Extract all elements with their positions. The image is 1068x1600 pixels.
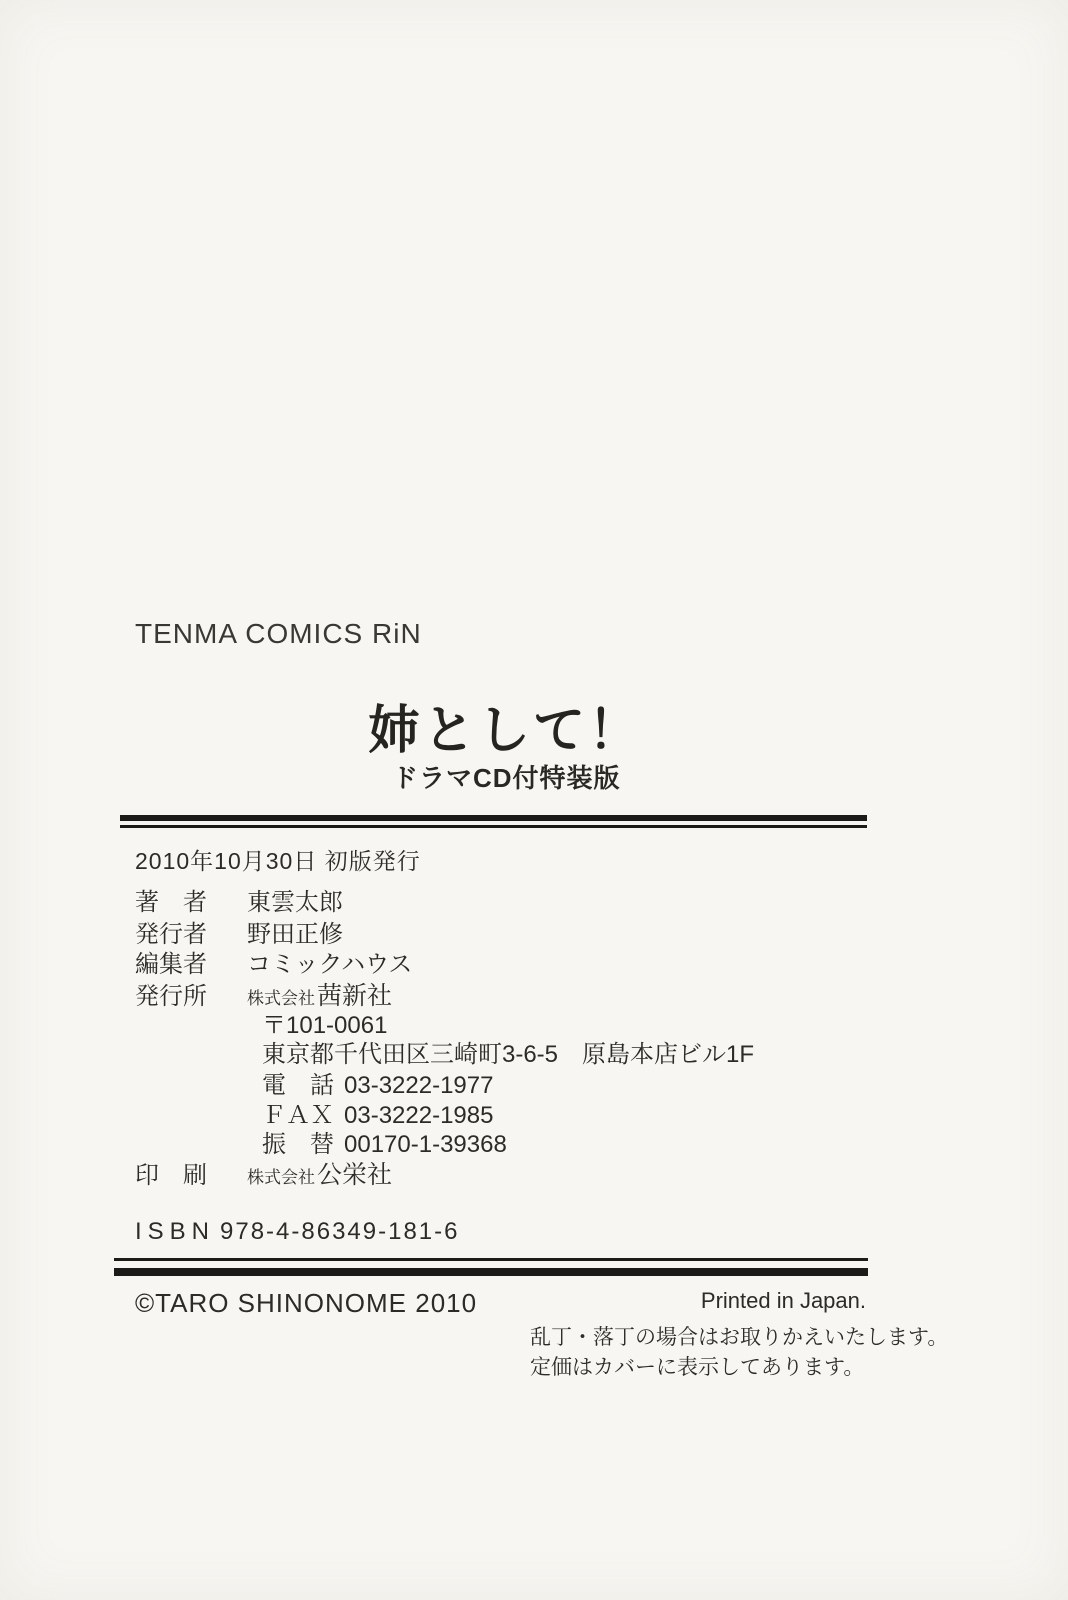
copyright-notice: ©TARO SHINONOME 2010: [135, 1288, 478, 1318]
imprint-label: TENMA COMICS RiN: [135, 618, 422, 649]
fax-number: 03-3222-1985: [344, 1102, 494, 1129]
top-double-rule: [120, 815, 867, 828]
defect-exchange-note: 乱丁・落丁の場合はお取りかえいたします。: [530, 1326, 949, 1349]
editor-row: [135, 953, 412, 977]
book-title: 姉として！: [368, 702, 644, 760]
publisher-person-label: 発行者: [135, 921, 207, 948]
printed-in-japan: Printed in Japan.: [700, 1288, 866, 1313]
phone-number: 03-3222-1977: [344, 1072, 494, 1099]
book-edition-subtitle: ドラマCD付特装版: [392, 763, 621, 793]
postal-transfer-label: 振替: [262, 1131, 334, 1158]
isbn-value: 978-4-86349-181-6: [220, 1218, 460, 1245]
publication-date: 2010年10月30日 初版発行: [135, 848, 421, 874]
editor-label: 編集者: [135, 951, 207, 978]
phone-label: 電話: [262, 1072, 334, 1099]
printer-company-prefix: 株式会社: [247, 1168, 315, 1187]
publisher-person-row: [135, 923, 343, 947]
publishing-house-value: 茜新社: [317, 982, 393, 1010]
author-value: 東雲太郎: [247, 889, 343, 916]
rule-thick-line: [114, 1268, 868, 1276]
printer-label: 印刷: [135, 1162, 207, 1189]
publisher-person-value: 野田正修: [247, 921, 343, 948]
publishing-house-row: [135, 984, 392, 1009]
footer-notes: [530, 1323, 948, 1383]
fax-row: [262, 1104, 493, 1128]
postal-transfer-row: [262, 1133, 507, 1157]
printer-value: 公栄社: [317, 1161, 393, 1189]
rule-thin-line: [120, 825, 867, 828]
street-address: 東京都千代田区三崎町3-6-5 原島本店ビル1F: [262, 1041, 755, 1068]
company-prefix: 株式会社: [247, 989, 315, 1008]
author-label: 著者: [135, 889, 207, 916]
author-row: [135, 891, 343, 915]
fax-label: ＦＡＸ: [262, 1102, 334, 1129]
postal-transfer-number: 00170-1-39368: [344, 1131, 507, 1158]
bottom-double-rule: [114, 1258, 868, 1276]
isbn-row: [135, 1220, 460, 1244]
price-on-cover-note: 定価はカバーに表示してあります。: [530, 1356, 865, 1379]
editor-value: コミックハウス: [247, 951, 413, 978]
postal-code: 〒101-0061: [262, 1012, 388, 1039]
printer-row: [135, 1163, 392, 1188]
isbn-label: ISBN: [135, 1218, 216, 1245]
publishing-house-label: 発行所: [135, 983, 207, 1010]
phone-row: [262, 1074, 493, 1098]
